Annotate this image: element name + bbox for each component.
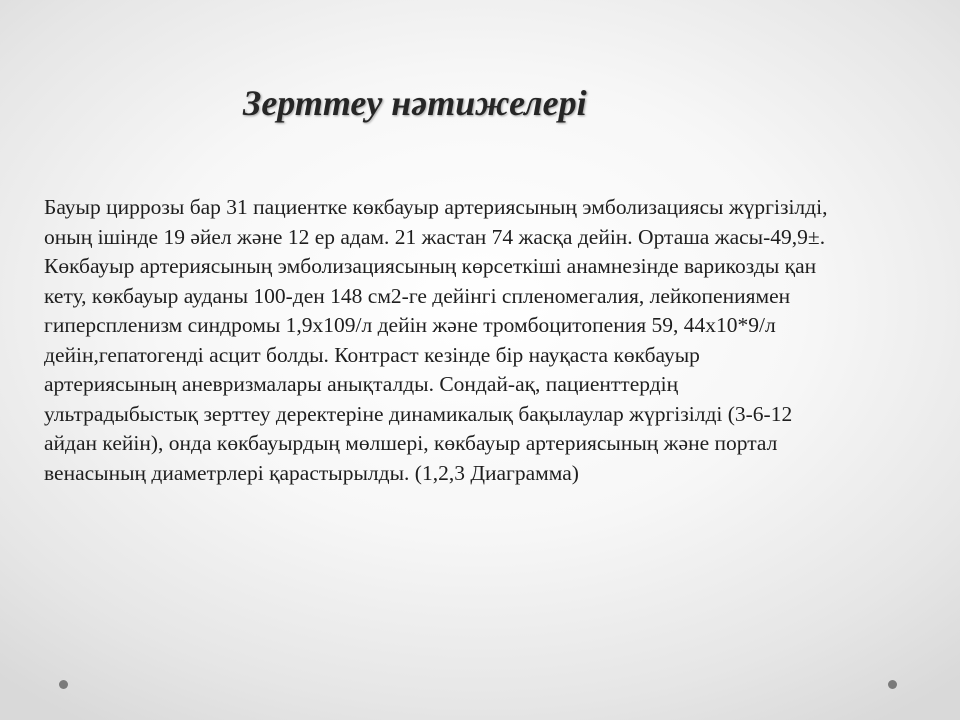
right-dot-icon [888,680,897,689]
body-line: ультрадыбыстық зерттеу деректеріне динамикалық бақылаулар жүргізілді (3-6-12 [44,401,793,426]
body-line: айдан кейін), онда көкбауырдың мөлшері, көкбауыр артериясының және портал [44,431,778,455]
body-line: дейін,гепатогенді асцит болды. Контраст кезінде бір науқаста көкбауыр [44,342,700,367]
body-line: венасының диаметрлері қарастырылды. (1,2,3 Диаграмма) [44,460,579,485]
body-line: Бауыр циррозы бар 31 пациентке көкбауыр артериясының эмболизациясы жүргізілді, [44,195,828,219]
slide-body-text [44,193,944,488]
body-line: кету, көкбауыр ауданы 100-ден 148 см2-ге дейінгі спленомегалия, лейкопениямен [44,283,791,308]
slide-title: Зерттеу нәтижелері [243,83,587,123]
body-line: гиперспленизм синдромы 1,9х109/л дейін және тромбоцитопения 59, 44х10*9/л [44,313,776,337]
body-line: оның ішінде 19 әйел және 12 ер адам. 21 жастан 74 жасқа дейін. Орташа жасы-49,9±. [44,224,826,249]
left-dot-icon [59,680,68,689]
body-line: артериясының аневризмалары анықталды. Сондай-ақ, пациенттердің [44,372,679,396]
body-line: Көкбауыр артериясының эмболизациясының көрсеткіші анамнезінде варикозды қан [44,254,817,278]
